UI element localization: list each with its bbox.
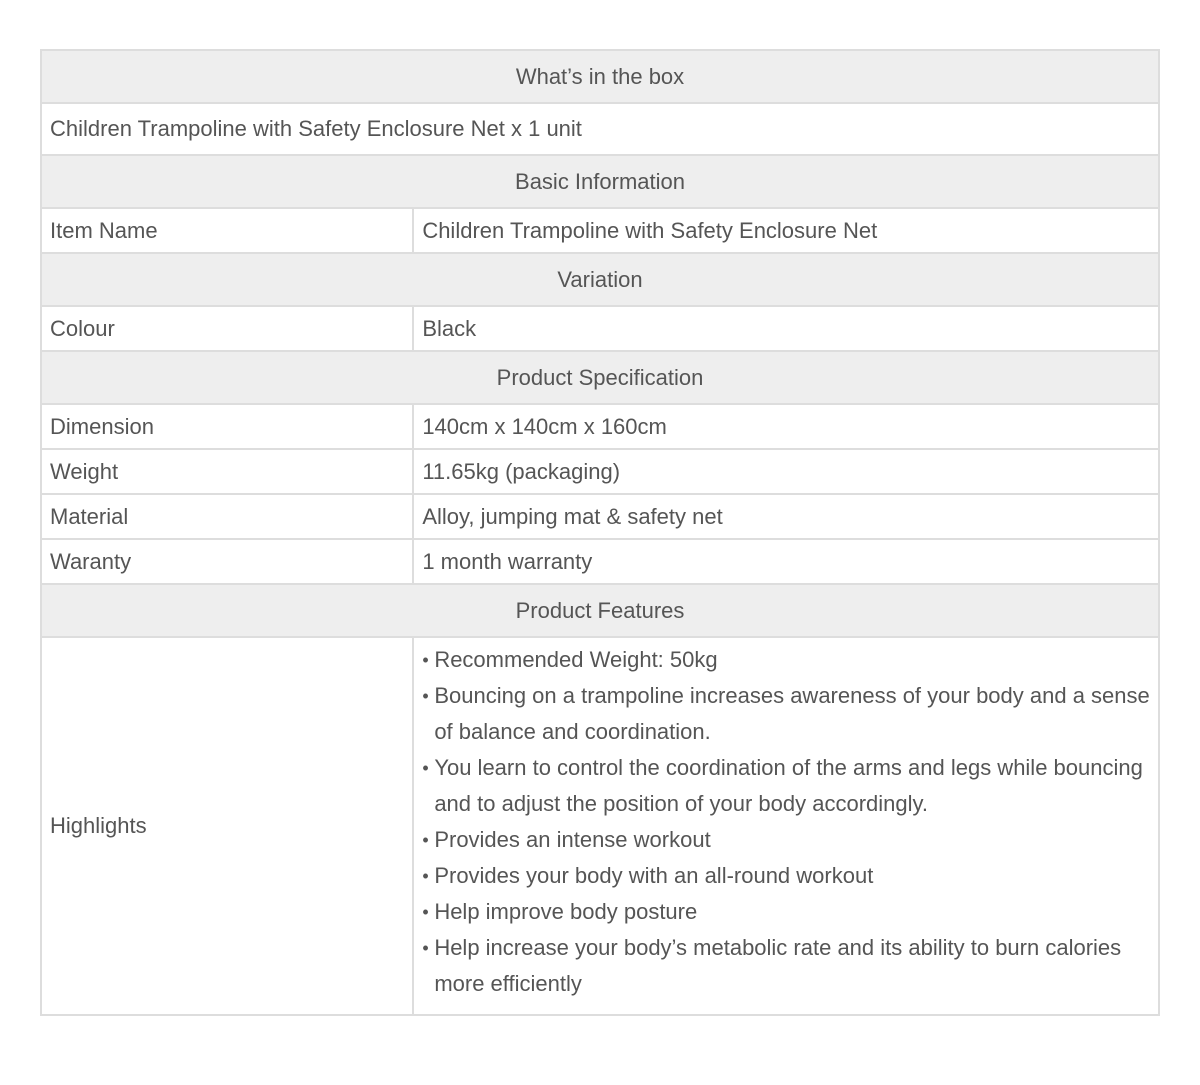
bullet-icon: • [422,866,429,886]
bullet-icon: • [422,758,429,778]
section-title: What’s in the box [515,63,685,89]
section-header-row [41,253,1159,306]
bullet-icon: • [422,902,429,922]
whats-in-the-box-header [41,50,1159,103]
weight-label: Weight [41,449,413,494]
basic-information-header [41,155,1159,208]
highlight-text: Recommended Weight: 50kg [434,647,718,672]
highlight-text: Bouncing on a trampoline increases awareness of your body and a sense of balance and coordination. [434,683,1150,744]
bullet-icon: • [422,830,429,850]
bullet-icon: • [422,650,429,670]
section-title: Variation [557,266,643,292]
colour-label: Colour [41,306,413,351]
highlight-text: Help improve body posture [434,899,698,924]
warranty-value: 1 month warranty [413,539,1159,584]
section-header-row [41,351,1159,404]
table-row [41,404,1159,449]
table-row [41,306,1159,351]
section-title: Product Features [515,597,685,623]
table-row [41,494,1159,539]
product-specification-header [41,351,1159,404]
highlights-row [41,637,1159,1015]
colour-value: Black [413,306,1159,351]
list-item [422,930,1150,1002]
section-header-row [41,50,1159,103]
table-row [41,539,1159,584]
highlights-label: Highlights [41,637,413,1015]
highlights-cell [413,637,1159,1015]
highlight-text: Provides an intense workout [434,827,711,852]
product-features-header [41,584,1159,637]
variation-header [41,253,1159,306]
list-item [422,894,1150,930]
list-item [422,822,1150,858]
highlight-text: Help increase your body’s metabolic rate and its ability to burn calories more efficiently [434,935,1122,996]
material-label: Material [41,494,413,539]
bullet-icon: • [422,686,429,706]
box-contents-row [41,103,1159,155]
list-item [422,678,1150,750]
bullet-icon: • [422,938,429,958]
highlight-text: Provides your body with an all-round workout [434,863,874,888]
material-value: Alloy, jumping mat & safety net [413,494,1159,539]
dimension-value: 140cm x 140cm x 160cm [413,404,1159,449]
highlights-list [422,642,1150,1002]
box-contents-cell: Children Trampoline with Safety Enclosure Net x 1 unit [41,103,1159,155]
section-title: Product Specification [496,364,704,390]
product-spec-table [40,49,1160,1016]
list-item [422,750,1150,822]
item-name-value: Children Trampoline with Safety Enclosure Net [413,208,1159,253]
section-header-row [41,155,1159,208]
dimension-label: Dimension [41,404,413,449]
list-item [422,858,1150,894]
section-header-row [41,584,1159,637]
table-row [41,449,1159,494]
highlight-text: You learn to control the coordination of the arms and legs while bouncing and to adjust the position of your body accordingly. [434,755,1143,816]
table-row [41,208,1159,253]
item-name-label: Item Name [41,208,413,253]
weight-value: 11.65kg (packaging) [413,449,1159,494]
warranty-label: Waranty [41,539,413,584]
section-title: Basic Information [515,168,685,194]
list-item [422,642,1150,678]
